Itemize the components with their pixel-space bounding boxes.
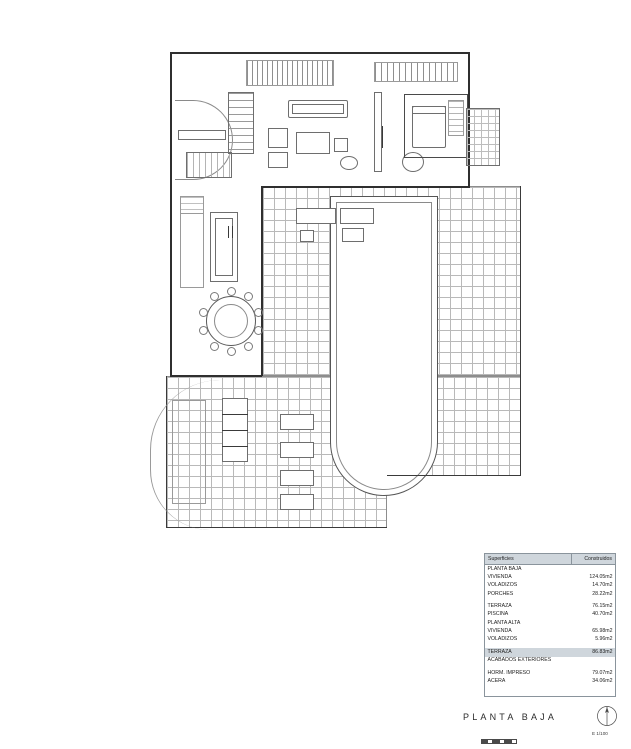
door-swing-line (382, 126, 383, 148)
stair-flight (228, 92, 254, 154)
planter-strip-left (172, 400, 206, 504)
table-row: VIVIENDA 124.05m2 (487, 573, 613, 580)
sofa-cushion-line (292, 104, 344, 114)
table-row: VOLADIZOS 5.96m2 (487, 636, 613, 643)
outdoor-sofa-a (296, 208, 336, 224)
table-row: VIVIENDA 65.98m2 (487, 628, 613, 635)
outdoor-sofa-b (340, 208, 374, 224)
sun-lounger-3 (280, 470, 314, 486)
section-label-acabados: ACABADOS EXTERIORES (487, 657, 552, 664)
sun-lounger-4 (280, 494, 314, 510)
wall-top (170, 52, 470, 54)
chair-r2 (244, 292, 253, 301)
sun-lounger-2 (280, 442, 314, 458)
pergola-slats-upper-right (374, 62, 458, 82)
table-row: TERRAZA 76.15m2 (487, 603, 613, 610)
section-label-planta-baja: PLANTA BAJA (487, 565, 522, 572)
chair-r6 (227, 347, 236, 356)
kitchen-upper-cabinets (180, 196, 204, 214)
lounge-chair-round (340, 156, 358, 170)
table-row: PORCHES 28.22m2 (487, 590, 613, 597)
sun-lounger-1 (280, 414, 314, 430)
terrace-edge-lower-right (387, 475, 521, 476)
table-row: VOLADIZOS 14.70m2 (487, 582, 613, 589)
table-row: HORM. IMPRESO 79.07m2 (487, 669, 613, 676)
scale-label: E 1/100 (592, 731, 608, 736)
terrace-edge-right (520, 186, 521, 476)
chair-r1 (227, 287, 236, 296)
kitchen-island-inner (215, 218, 233, 276)
side-table (334, 138, 348, 152)
outdoor-stool (300, 230, 314, 242)
table-row: ACERA 34.06m2 (487, 677, 613, 684)
north-arrow-icon (596, 705, 618, 727)
table-row-highlight: TERRAZA 86.83m2 (485, 648, 616, 656)
wall-kitchen-right (261, 186, 263, 376)
bathroom-block (466, 108, 500, 166)
chair-r4 (254, 326, 263, 335)
console-left (178, 130, 226, 140)
armchair-left-b (268, 152, 288, 168)
chair-r7 (210, 342, 219, 351)
bed-headboard (412, 106, 446, 114)
page-title: PLANTA BAJA (463, 712, 558, 722)
chair-r9 (199, 308, 208, 317)
table-header-superficies: Superficies (485, 554, 572, 565)
sink-line-a (228, 226, 229, 238)
outdoor-coffee-table (342, 228, 364, 242)
corridor-partition (374, 92, 382, 172)
chair-r3 (254, 308, 263, 317)
outdoor-dining-div-b (222, 430, 248, 431)
surfaces-table (484, 553, 616, 686)
pergola-slats-upper (246, 60, 334, 86)
chair-r8 (199, 326, 208, 335)
pool-inner-outline (336, 202, 432, 490)
wall-mid-horizontal (262, 186, 470, 188)
coffee-table (296, 132, 330, 154)
wardrobe (448, 100, 464, 136)
outdoor-dining-div-a (222, 414, 248, 415)
scale-bar (481, 731, 517, 749)
outdoor-dining-div-c (222, 446, 248, 447)
wall-bottom-house (170, 375, 262, 377)
dining-table-round-inner (214, 304, 248, 338)
section-label-planta-alta: PLANTA ALTA (487, 619, 521, 626)
table-row: PISCINA 40.70m2 (487, 611, 613, 618)
chair-r5 (244, 342, 253, 351)
wall-left-upper (170, 52, 172, 377)
table-header-construidos: Construidos (572, 554, 616, 565)
armchair-left-a (268, 128, 288, 148)
entry-closet (186, 152, 232, 178)
chair-r10 (210, 292, 219, 301)
sink-line-b (232, 226, 233, 238)
